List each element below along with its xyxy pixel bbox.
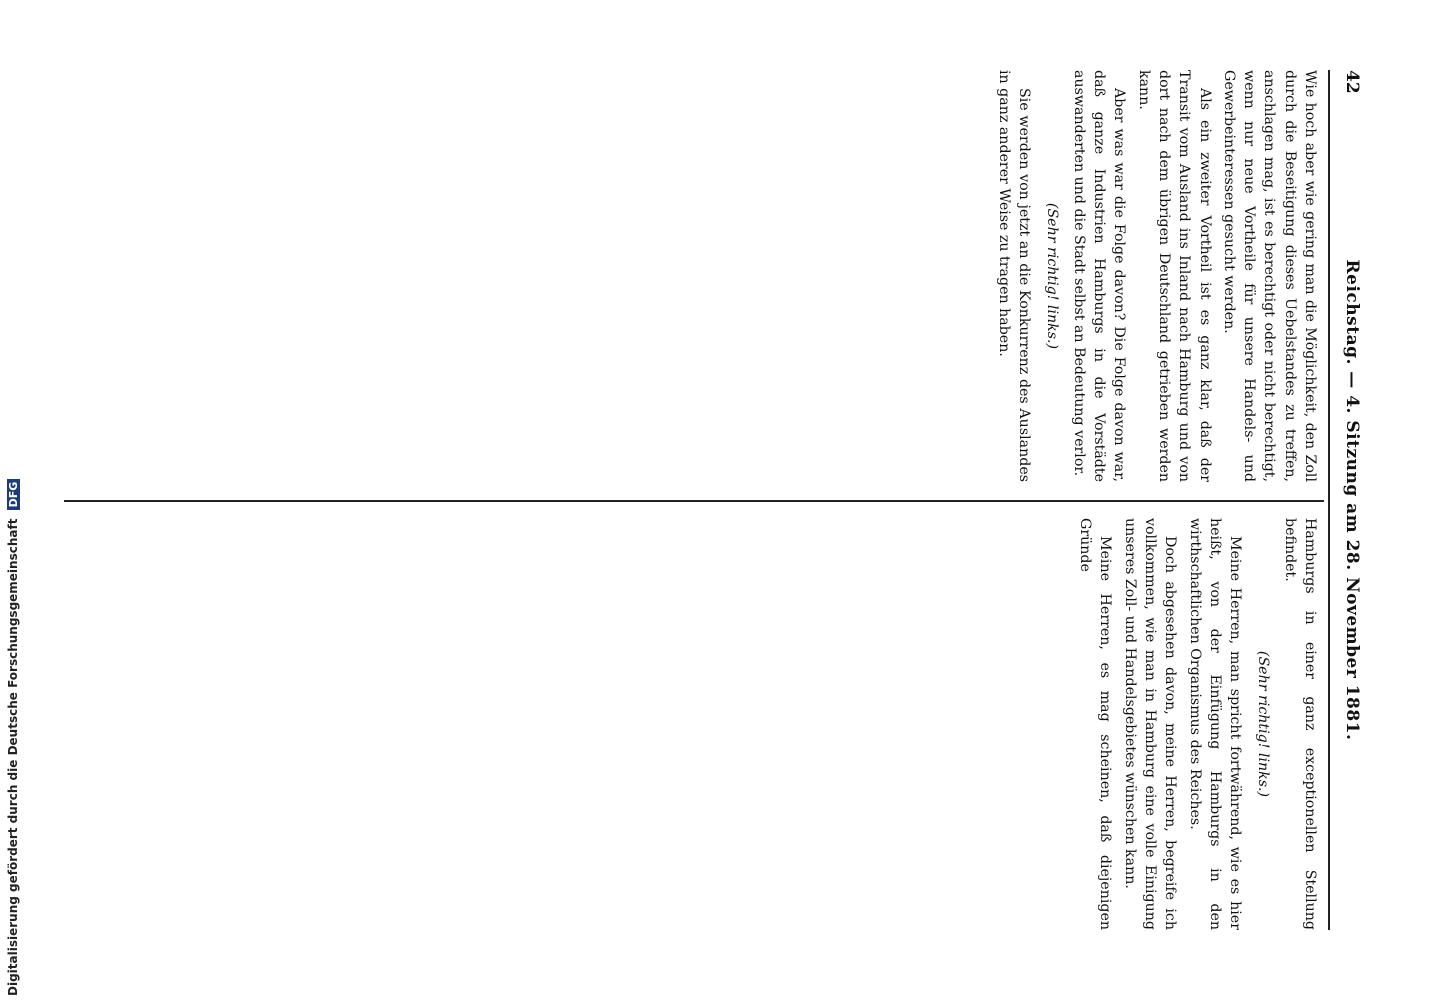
left-column bbox=[66, 70, 1320, 482]
paragraph: Sie werden von jetzt an die Konkurrenz des Auslandes in ganz anderer Weise zu tragen haben. bbox=[995, 70, 1033, 482]
running-title: Reichstag. — 4. Sitzung am 28. November 1881. bbox=[1342, 259, 1362, 741]
paragraph: Wie hoch aber wie gering man die Möglichkeit, den Zoll durch die Beseitigung dieses Uebelstandes zu treffen, anschlagen mag, ist es berechtigt oder nicht berechtigt, wenn nur neue Vortheile für unsere Handels- und Gewerbeinteressen gesucht werden. bbox=[1220, 70, 1318, 482]
page-header bbox=[1334, 70, 1364, 930]
applause-note: (Sehr richtig! links.) bbox=[1255, 650, 1272, 798]
dfg-logo: DFG bbox=[7, 479, 20, 511]
paragraph: Meine Herren, es mag scheinen, daß diejenigen Gründe bbox=[1077, 518, 1114, 930]
digitization-note-text: Digitalisierung gefördert durch die Deutsche Forschungsgemeinschaft bbox=[6, 518, 20, 996]
paragraph: Hamburgs in einer ganz exceptionellen Stellung befindet. bbox=[1281, 518, 1318, 930]
right-column bbox=[66, 518, 1320, 930]
paragraph: Meine Herren, man spricht fortwährend, wie es hier heißt, von der Einfügung Hamburgs in den wirthschaftlichen Organismus des Reiches. bbox=[1186, 518, 1244, 930]
newspaper-page bbox=[46, 30, 1386, 970]
applause-note: (Sehr richtig! links.) bbox=[1044, 202, 1061, 350]
paragraph: Aber was war die Folge davon? Die Folge davon war, daß ganze Industrien Hamburgs in die Vorstädte auswanderten und die Stadt selbst an Bedeutung verlor. bbox=[1070, 70, 1128, 482]
header-rule bbox=[1328, 70, 1330, 930]
page-number: 42 bbox=[1342, 70, 1362, 94]
column-divider bbox=[64, 500, 1324, 502]
digitization-note bbox=[6, 479, 20, 996]
paragraph: Doch abgesehen davon, meine Herren, begreife ich vollkommen, wie man in Hamburg eine volle Einigung unseres Zoll- und Handelsgebietes wünschen kann. bbox=[1121, 518, 1179, 930]
paragraph: Als ein zweiter Vortheil ist es ganz klar, daß der Transit vom Ausland ins Inland nach Hamburg und von dort nach dem übrigen Deutschland getrieben werden kann. bbox=[1135, 70, 1213, 482]
